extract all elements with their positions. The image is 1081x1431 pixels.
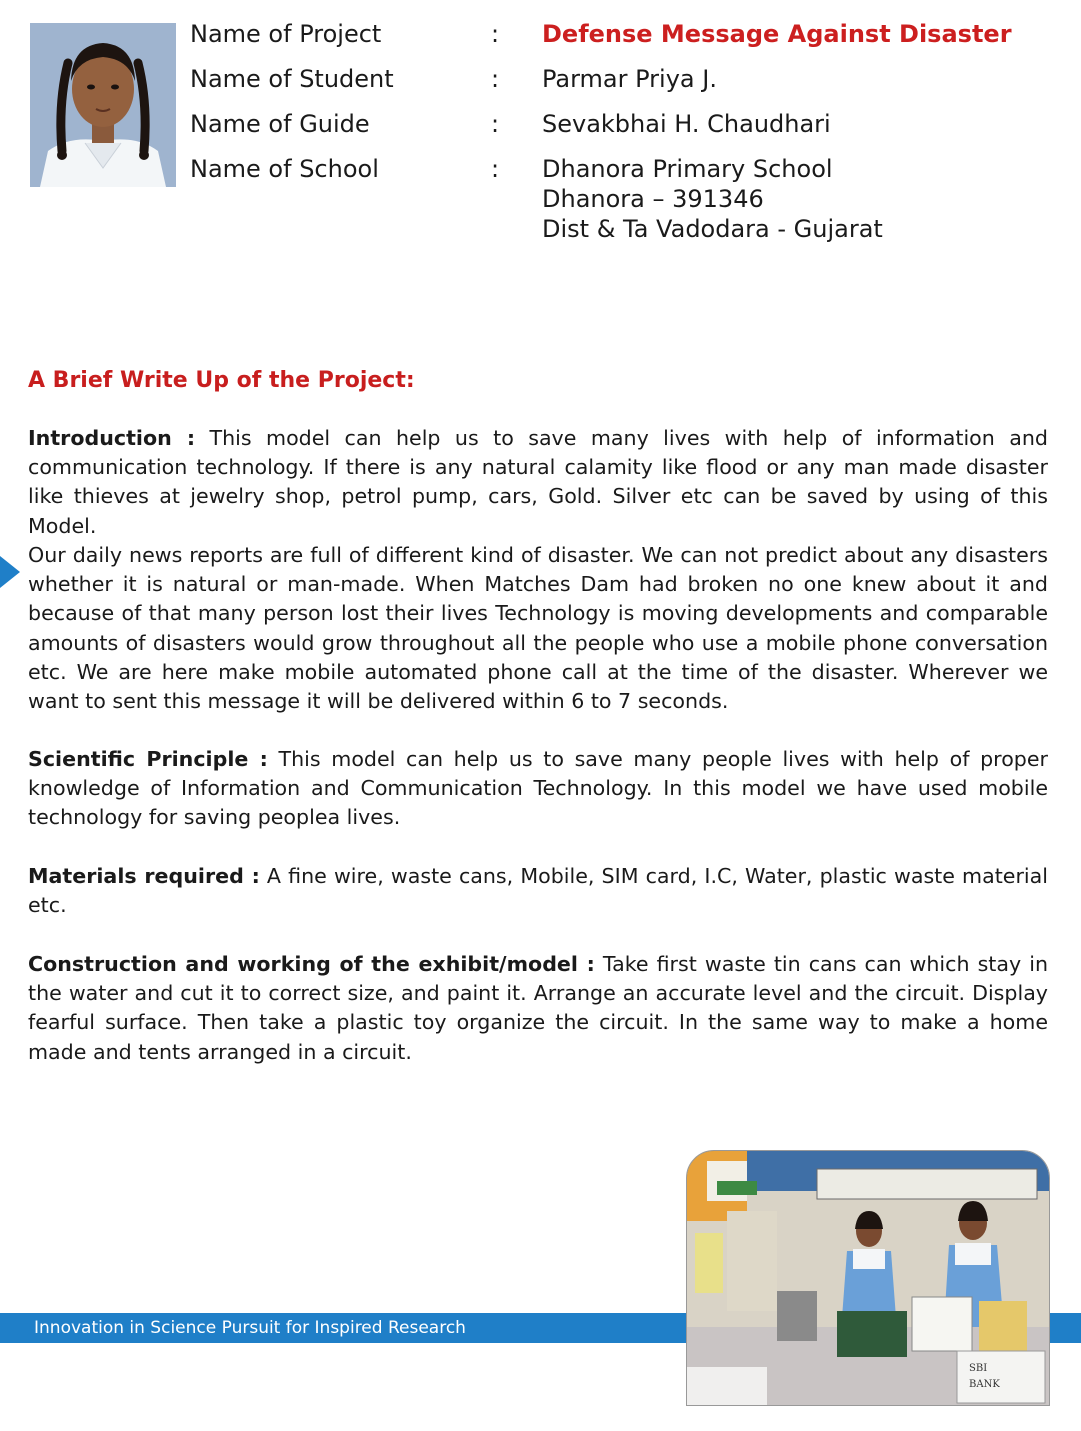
guide-name: Sevakbhai H. Chaudhari (542, 110, 831, 138)
footer-text: Innovation in Science Pursuit for Inspired Research (34, 1318, 466, 1338)
photo-sign-bank: BANK (969, 1379, 1000, 1390)
principle-text: This model can help us to save many people lives with help of proper knowledge of Information and Communication Technology. In this model we have used mobile technology for saving peoplea lives. (28, 747, 1049, 830)
photo-sign-sbi: SBI (969, 1363, 988, 1374)
exhibit-photo (686, 1150, 1050, 1406)
school-name: Dhanora Primary School (542, 155, 833, 183)
student-colon: : (491, 65, 500, 93)
writeup-heading: A Brief Write Up of the Project: (28, 368, 415, 393)
materials-text: A fine wire, waste cans, Mobile, SIM card, I.C, Water, plastic waste material etc. (28, 864, 1048, 918)
materials-paragraph (28, 862, 1048, 920)
project-name: Defense Message Against Disaster (542, 20, 1012, 48)
principle-label: Scientific Principle : (28, 747, 268, 771)
project-label: Name of Project (190, 20, 382, 48)
school-address: Dhanora – 391346 (542, 185, 764, 213)
student-portrait-image (30, 23, 176, 187)
student-name: Parmar Priya J. (542, 65, 717, 93)
construction-label: Construction and working of the exhibit/model : (28, 952, 595, 976)
school-label: Name of School (190, 155, 379, 183)
guide-label: Name of Guide (190, 110, 370, 138)
project-colon: : (491, 20, 500, 48)
section-arrow-icon (0, 556, 20, 588)
intro-text: This model can help us to save many lives with help of information and communication technology. If there is any natural calamity like flood or any man made disaster like thieves at jewelry shop, petrol pump, cars, Gold. Silver etc can be saved by using of this Model. (28, 426, 1048, 538)
exhibit-photo-image (687, 1151, 1050, 1406)
guide-colon: : (491, 110, 500, 138)
construction-paragraph (28, 950, 1048, 1067)
school-colon: : (491, 155, 500, 183)
principle-paragraph (28, 745, 1048, 833)
intro-label: Introduction : (28, 426, 196, 450)
student-portrait (30, 23, 176, 187)
student-label: Name of Student (190, 65, 394, 93)
materials-label: Materials required : (28, 864, 260, 888)
intro-paragraph (28, 424, 1048, 541)
disaster-paragraph: Our daily news reports are full of different kind of disaster. We can not predict about any disasters whether it is natural or man-made. When Matches Dam had broken no one knew about it and because of that many person lost their lives Technology is moving developments and comparable amounts of disasters would grow throughout all the people who use a mobile phone conversation etc. We are here make mobile automated phone call at the time of the disaster. Wherever we want to sent this message it will be delivered within 6 to 7 seconds. (28, 543, 1048, 714)
school-district: Dist & Ta Vadodara - Gujarat (542, 215, 883, 243)
construction-text: Take first waste tin cans can which stay in the water and cut it to correct size, and paint it. Arrange an accurate level and the circuit. Display fearful surface. Then take a plastic toy organize the circuit. In the same way to make a home made and tents arranged in a circuit. (28, 952, 1048, 1064)
